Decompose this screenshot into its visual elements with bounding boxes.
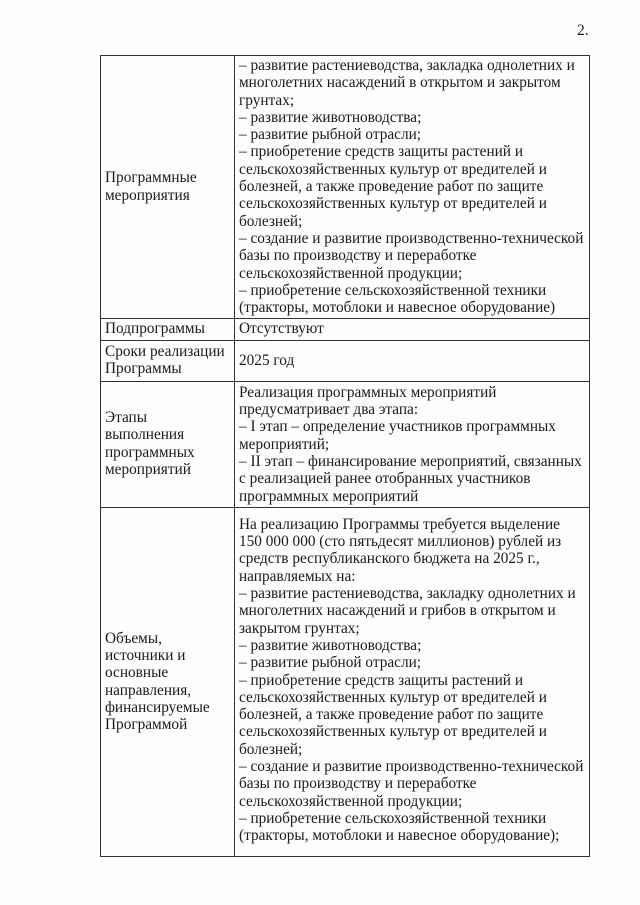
row-content-line: болезней, а также проведение работ по защите bbox=[239, 178, 544, 196]
page-number: 2. bbox=[577, 22, 589, 39]
row-content-line: болезней; bbox=[239, 212, 303, 230]
row-content-line: сельскохозяйственных культур от вредителей и bbox=[239, 688, 547, 706]
row-label-line: Подпрограммы bbox=[105, 320, 205, 338]
row-content-line: многолетних насаждений в открытом и закрытом bbox=[239, 74, 561, 92]
row-label-cell bbox=[101, 340, 235, 381]
table-row bbox=[101, 507, 590, 857]
row-content-line: 2025 год bbox=[239, 351, 295, 369]
row-content-line: сельскохозяйственных культур от вредителей и bbox=[239, 723, 547, 741]
row-label-line: программных bbox=[105, 443, 195, 461]
table-row bbox=[101, 319, 590, 340]
row-content-line: средств республиканского бюджета на 2025 г., bbox=[239, 550, 540, 568]
row-content-line: – развитие рыбной отрасли; bbox=[239, 654, 422, 672]
row-content-line: грунтах; bbox=[239, 91, 295, 109]
row-content-line: сельскохозяйственной продукции; bbox=[239, 792, 463, 810]
row-content-line: (тракторы, мотоблоки и навесное оборудование); bbox=[239, 827, 560, 845]
row-content-line: – II этап – финансирование мероприятий, связанных bbox=[239, 452, 582, 470]
row-label-cell bbox=[101, 56, 235, 319]
row-content-line: базы по производству и переработке bbox=[239, 247, 477, 265]
row-content-line: закрытом грунтах; bbox=[239, 619, 360, 637]
row-content-line: с реализацией ранее отобранных участников bbox=[239, 470, 531, 488]
row-content-line: – развитие растениеводства, закладка однолетних и bbox=[239, 57, 575, 74]
row-label-line: финансируемые bbox=[105, 698, 210, 716]
row-label-line: Объемы, bbox=[105, 629, 162, 647]
row-label-line: выполнения bbox=[105, 426, 185, 444]
row-content-line: – развитие рыбной отрасли; bbox=[239, 126, 422, 144]
row-label-line: Этапы bbox=[105, 409, 148, 427]
row-content-cell bbox=[235, 56, 590, 319]
row-content-line: – приобретение средств защиты растений и bbox=[239, 143, 524, 161]
row-label-line: Программные bbox=[105, 169, 197, 187]
row-content-line: мероприятий; bbox=[239, 435, 330, 453]
row-content-line: болезней, а также проведение работ по защите bbox=[239, 706, 544, 724]
row-content-line: болезней; bbox=[239, 740, 303, 758]
row-label-line: мероприятий bbox=[105, 461, 191, 479]
row-content-line: – создание и развитие производственно-технической bbox=[239, 757, 584, 775]
row-content-line: (тракторы, мотоблоки и навесное оборудование) bbox=[239, 299, 556, 317]
row-content-line: – приобретение сельскохозяйственной техники bbox=[239, 281, 547, 299]
row-label-line: мероприятия bbox=[105, 186, 190, 204]
row-content-line: базы по производству и переработке bbox=[239, 775, 477, 793]
table-row bbox=[101, 340, 590, 381]
row-content-line: На реализацию Программы требуется выделение bbox=[239, 515, 560, 533]
row-content-line: – развитие животноводства; bbox=[239, 636, 422, 654]
row-label-line: направления, bbox=[105, 681, 192, 699]
row-content-line: многолетних насаждений и грибов в открытом и bbox=[239, 602, 556, 620]
row-content-line: программных мероприятий bbox=[239, 487, 419, 505]
row-content-line: – приобретение сельскохозяйственной техники bbox=[239, 809, 547, 827]
row-label-cell bbox=[101, 507, 235, 857]
table-row bbox=[101, 56, 590, 319]
row-content-line: сельскохозяйственных культур от вредителей и bbox=[239, 160, 547, 178]
row-content-line: 150 000 000 (сто пятьдесят миллионов) рублей из bbox=[239, 533, 562, 551]
row-content-line: – приобретение средств защиты растений и bbox=[239, 671, 524, 689]
row-content-cell bbox=[235, 381, 590, 507]
row-label-cell bbox=[101, 319, 235, 340]
row-content-cell bbox=[235, 507, 590, 857]
row-content-line: – I этап – определение участников программных bbox=[239, 418, 556, 436]
row-content-line: – развитие растениеводства, закладку однолетних и bbox=[239, 585, 576, 603]
row-content-line: сельскохозяйственных культур от вредителей и bbox=[239, 195, 547, 213]
row-label-line: источники и bbox=[105, 647, 186, 665]
row-content-line: Отсутствуют bbox=[239, 320, 324, 338]
row-content-cell bbox=[235, 319, 590, 340]
row-content-line: предусматривает два этапа: bbox=[239, 401, 419, 419]
row-label-line: основные bbox=[105, 664, 169, 682]
row-content-line: – создание и развитие производственно-технической bbox=[239, 229, 584, 247]
row-content-line: направляемых на: bbox=[239, 567, 356, 585]
row-content-line: – развитие животноводства; bbox=[239, 108, 422, 126]
row-content-line: Реализация программных мероприятий bbox=[239, 383, 497, 401]
row-label-line: Программой bbox=[105, 716, 188, 734]
row-content-line: сельскохозяйственной продукции; bbox=[239, 264, 463, 282]
row-label-line: Сроки реализации bbox=[105, 342, 225, 360]
table-row bbox=[101, 381, 590, 507]
program-passport-table bbox=[100, 55, 590, 857]
row-label-cell bbox=[101, 381, 235, 507]
row-content-cell bbox=[235, 340, 590, 381]
table-body bbox=[101, 56, 590, 857]
row-label-line: Программы bbox=[105, 360, 182, 378]
